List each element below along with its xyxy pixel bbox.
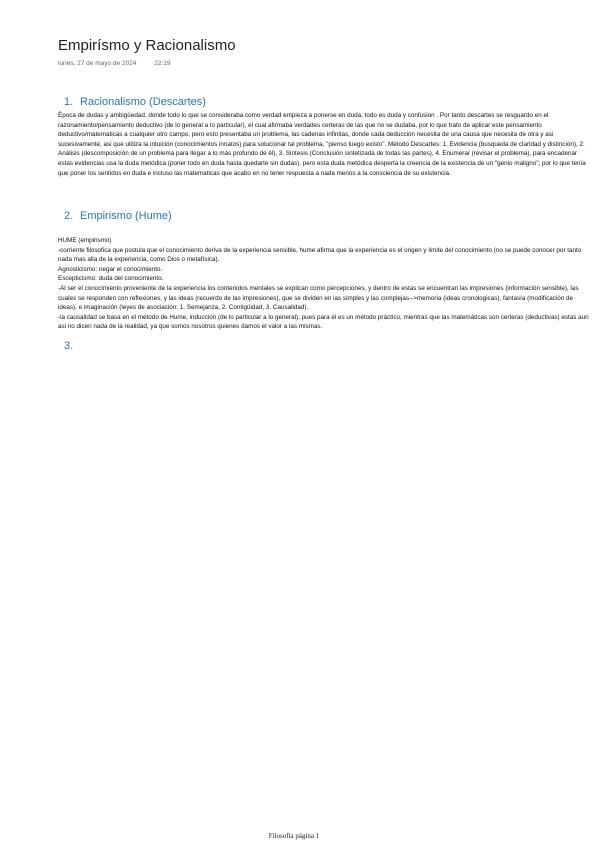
footer-text: Filosofía página 1 [268, 832, 320, 840]
section-number: 1. [64, 96, 74, 108]
paragraph: -corriente filosofica que postula que el conocimiento deriva de la experiencia sensible, hume afirma que la experiencia es el origen y limite del conocimiento (no se puede conocer por tanto nada mas alla de la experiencia, como Dios o metafísica). [58, 246, 582, 264]
paragraph: Agnosticismo: negar el conocimiento. [58, 265, 163, 273]
paragraph: -Al ser el conocimiento proveniente de la experiencia los contenidos mentales se explican como percepciones, y dentro de estas se encuentran las impresiones (información sensible), las cuales se responden con reflexiones, y las ideas (recuerdo de las impresiones), que se dividen en las simples y las complejas-->memoria (ideas cronologicas), fantasía (modificación de ideas), e imaginación (leyes de asociación: 1. Semejanza, 2. Contigüidad, 3. Causalidad). [58, 284, 579, 312]
section-body-2 [58, 236, 592, 332]
paragraph: Época de dudas y ambigüedad, donde todo lo que se consideraba como verdad empieza a ponerse en duda, todo es duda y confusion . Por tanto descartes se resguardo en el razonamiento/pensamiento deductivo (de lo general a lo particular), el cual afirmaba verdades certeras de las que no se dudaba, por lo que trato de aplicar este pensamiento deductivo/matematicas a cualquier otro campo, pero esto presentaba un problema, las cadenas infinitas, donde cada deducción necesita de una causa que necesita de otra y asi sucesivamente, asi que utiliza la intuición (conocimientos innatos) para solucionar tal problema, "pienso luego existo". Método Descartes: 1. Evidencia (busqueda de claridad y distinción), 2. Análisis (descomposición de un problema para llegar a lo más profundo de él), 3. Sintesis (Conclusión sintetizada de todas las partes), 4. Enumerar (revisar el problema), para encadenar estas evidencias usa la duda metódica (poner todo en duda hasta quedarte sin dudas), pero esta duda metódica desperta la creencia de la existencia de un "genio maligno", por lo que tenía que poner los sentidos en duda e incluso las matematicas que acabo en no tener respuesta a nada menos a la consciencia de su existencia. [58, 112, 586, 177]
page-meta [58, 60, 171, 67]
section-heading-3 [64, 340, 80, 352]
section-heading-1 [64, 96, 206, 108]
section-heading-2 [64, 210, 172, 222]
page-footer [0, 832, 600, 840]
paragraph: Escepticismo: duda del conocimiento. [58, 275, 164, 283]
page-title: Empirísmo y Racionalismo [58, 37, 236, 54]
paragraph: -la causalidad se basa en el método de Hume, inducción (de lo particular a lo general), pues para él es un método práctico, mientras que las matemáticas son certeras (deductivas) estas aun asi no dicen nada de la realidad, ya que somos nosotros quienes damos el valor a las mismas. [58, 313, 589, 331]
section-body-1 [58, 111, 592, 178]
section-title: Racionalismo (Descartes) [80, 96, 206, 108]
section-number: 2. [64, 210, 74, 222]
page-time: 22:19 [154, 60, 171, 67]
section-title: Empirismo (Hume) [80, 210, 172, 222]
paragraph: HUME (empirismo) [58, 237, 112, 244]
page-date: lunes, 27 de mayo de 2024 [58, 60, 137, 67]
section-number: 3. [64, 340, 74, 352]
